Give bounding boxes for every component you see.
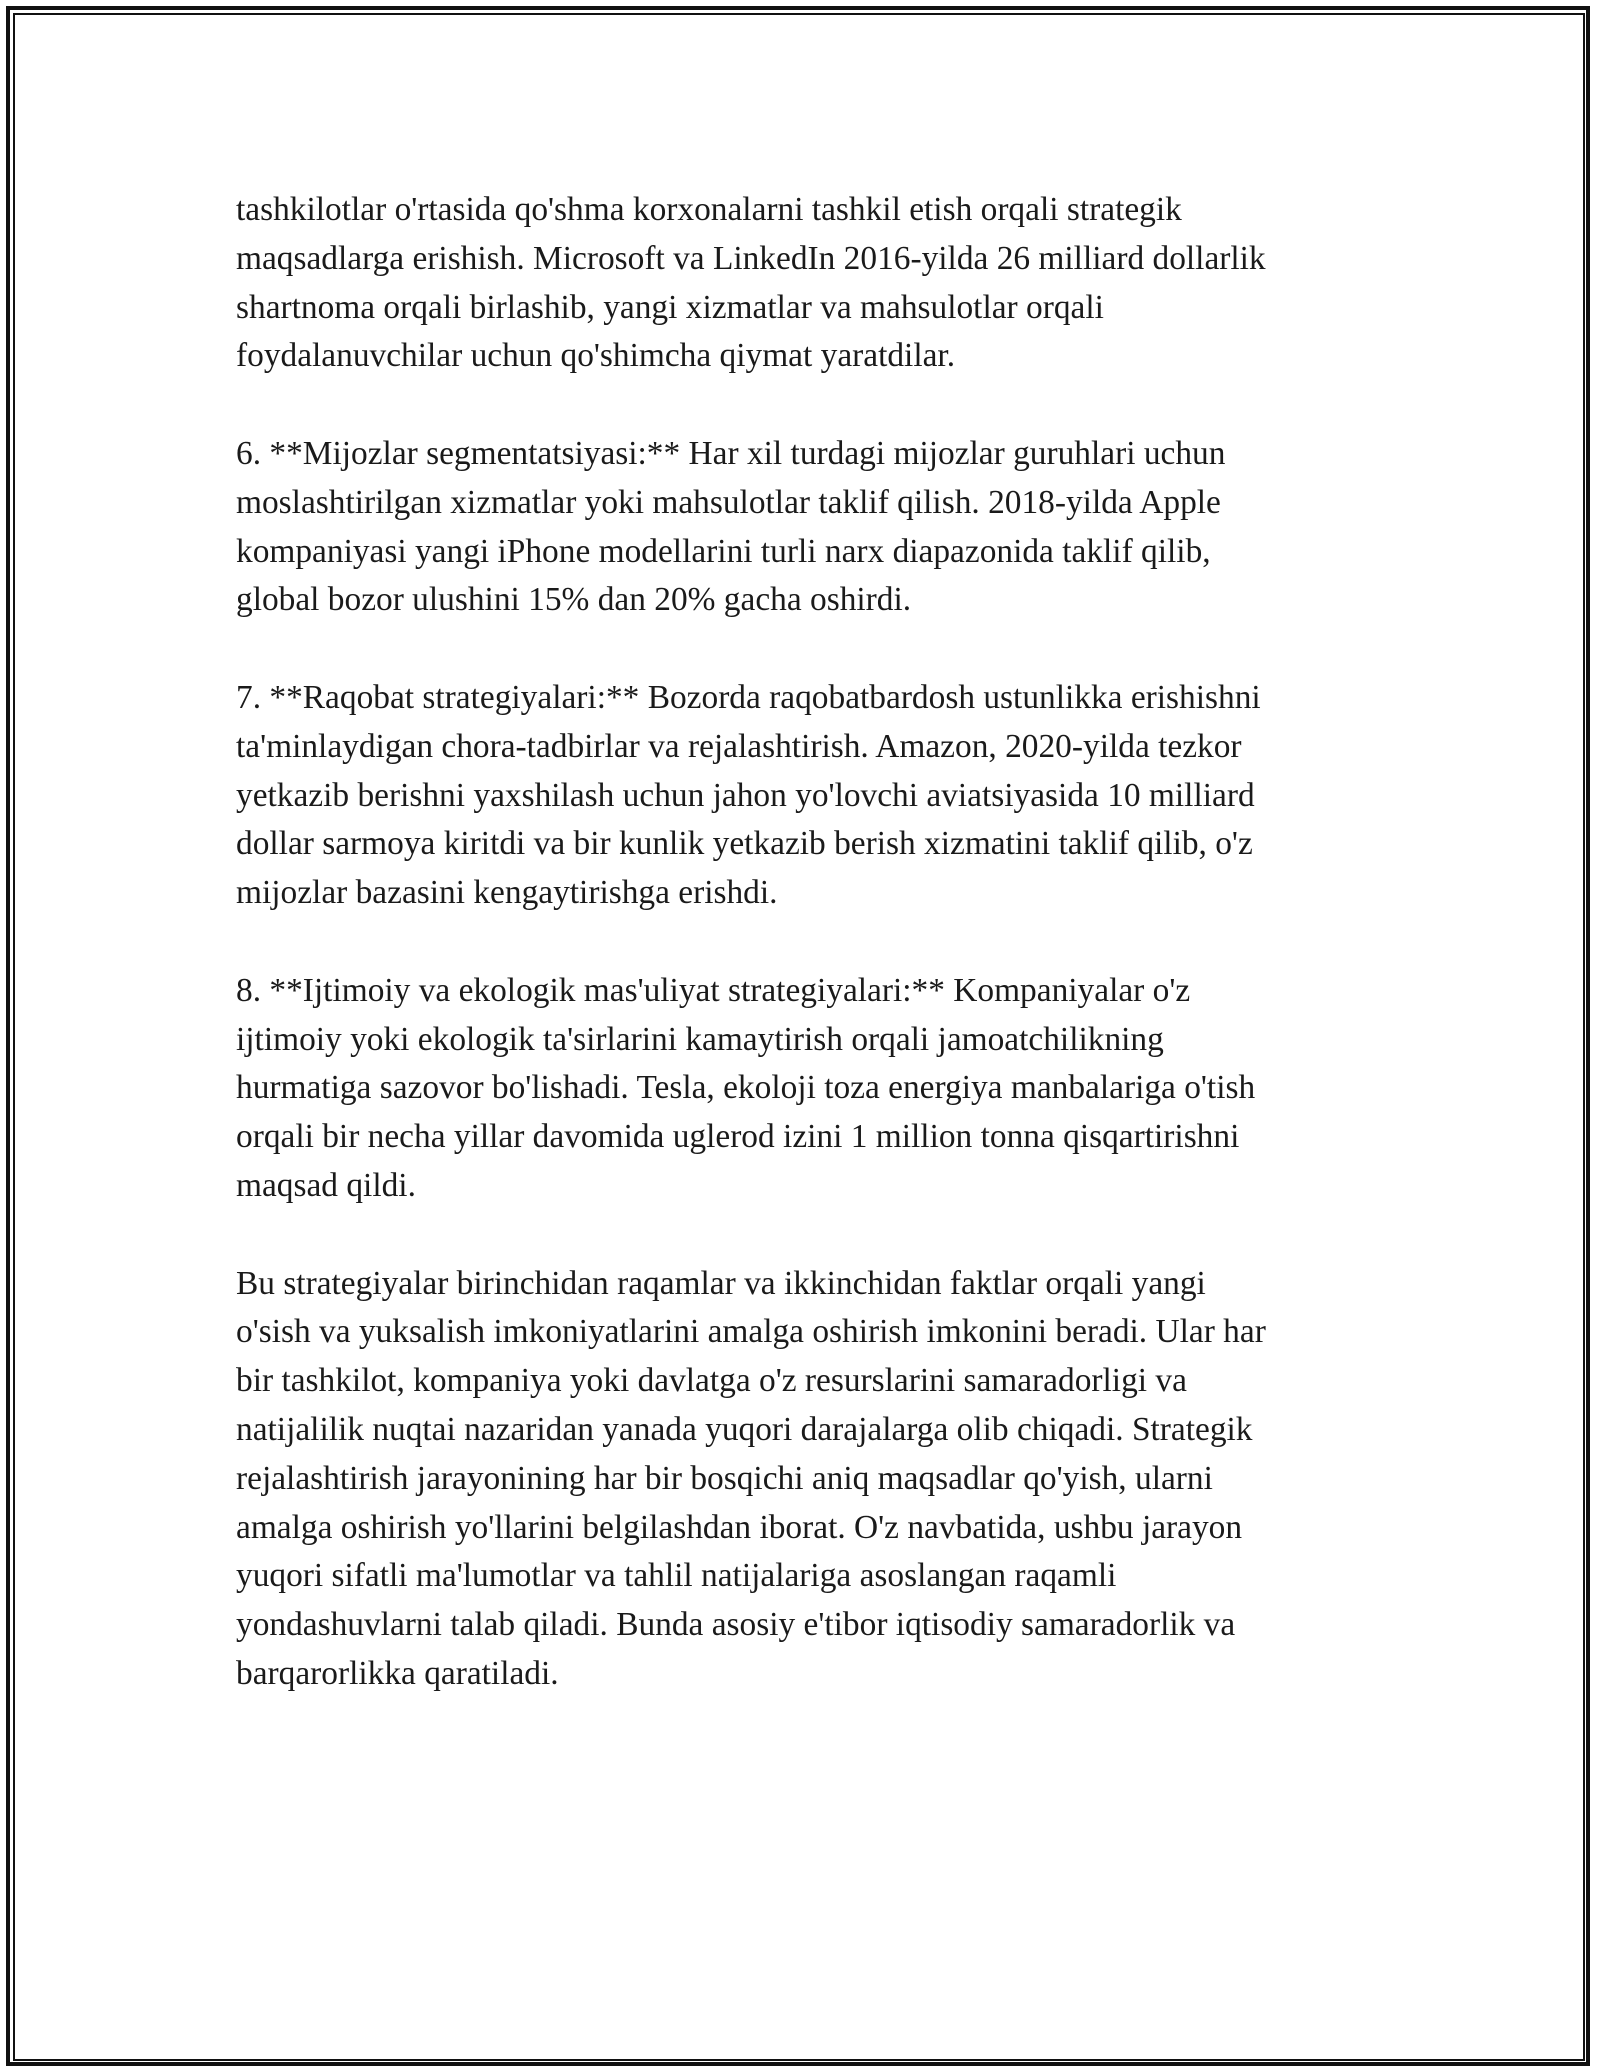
text-line: shartnoma orqali birlashib, yangi xizmatlar va mahsulotlar orqali [236, 288, 1104, 326]
text-line: o'sish va yuksalish imkoniyatlarini amalga oshirish imkonini beradi. Ular har [236, 1313, 1266, 1351]
text-line: barqarorlikka qaratiladi. [236, 1654, 559, 1692]
text-line: maqsadlarga erishish. Microsoft va LinkedIn 2016-yilda 26 milliard dollarlik [236, 239, 1266, 277]
text-line: yetkazib berishni yaxshilash uchun jahon yo'lovchi aviatsiyasida 10 milliard [236, 776, 1255, 814]
text-line: 8. **Ijtimoiy va ekologik mas'uliyat strategiyalari:** Kompaniyalar o'z [236, 971, 1191, 1009]
text-line: maqsad qildi. [236, 1166, 416, 1204]
text-line: dollar sarmoya kiritdi va bir kunlik yetkazib berish xizmatini taklif qilib, o'z [236, 825, 1253, 863]
paragraph-social-responsibility [236, 967, 1376, 1211]
text-line: orqali bir necha yillar davomida uglerod izini 1 million tonna qisqartirishni [236, 1118, 1240, 1156]
text-line: global bozor ulushini 15% dan 20% gacha oshirdi. [236, 581, 912, 619]
text-line: amalga oshirish yo'llarini belgilashdan iborat. O'z navbatida, ushbu jarayon [236, 1508, 1243, 1546]
text-line: kompaniyasi yangi iPhone modellarini turli narx diapazonida taklif qilib, [236, 532, 1211, 570]
text-line: rejalashtirish jarayonining har bir bosqichi aniq maqsadlar qo'yish, ularni [236, 1459, 1213, 1497]
text-line: moslashtirilgan xizmatlar yoki mahsulotlar taklif qilish. 2018-yilda Apple [236, 483, 1221, 521]
document-body [236, 186, 1376, 1748]
text-line: bir tashkilot, kompaniya yoki davlatga o'z resurslarini samaradorligi va [236, 1362, 1187, 1400]
paragraph-conclusion [236, 1260, 1376, 1699]
text-line: tashkilotlar o'rtasida qo'shma korxonalarni tashkil etish orqali strategik [236, 191, 1182, 228]
text-line: ijtimoiy yoki ekologik ta'sirlarini kamaytirish orqali jamoatchilikning [236, 1020, 1164, 1058]
text-line: mijozlar bazasini kengaytirishga erishdi. [236, 874, 778, 912]
text-line: Bu strategiyalar birinchidan raqamlar va ikkinchidan faktlar orqali yangi [236, 1264, 1206, 1302]
text-line: ta'minlaydigan chora-tadbirlar va rejalashtirish. Amazon, 2020-yilda tezkor [236, 727, 1242, 765]
text-line: yondashuvlarni talab qiladi. Bunda asosiy e'tibor iqtisodiy samaradorlik va [236, 1606, 1236, 1644]
paragraph-customer-segmentation [236, 430, 1376, 625]
text-line: natijalilik nuqtai nazaridan yanada yuqori darajalarga olib chiqadi. Strategik [236, 1410, 1253, 1448]
text-line: hurmatiga sazovor bo'lishadi. Tesla, ekoloji toza energiya manbalariga o'tish [236, 1069, 1256, 1107]
text-line: foydalanuvchilar uchun qo'shimcha qiymat yaratdilar. [236, 337, 956, 375]
paragraph-joint-ventures [236, 186, 1376, 381]
text-line: yuqori sifatli ma'lumotlar va tahlil natijalariga asoslangan raqamli [236, 1557, 1117, 1595]
paragraph-competition-strategies [236, 674, 1376, 918]
text-line: 6. **Mijozlar segmentatsiyasi:** Har xil turdagi mijozlar guruhlari uchun [236, 434, 1226, 472]
text-line: 7. **Raqobat strategiyalari:** Bozorda raqobatbardosh ustunlikka erishishni [236, 678, 1261, 716]
